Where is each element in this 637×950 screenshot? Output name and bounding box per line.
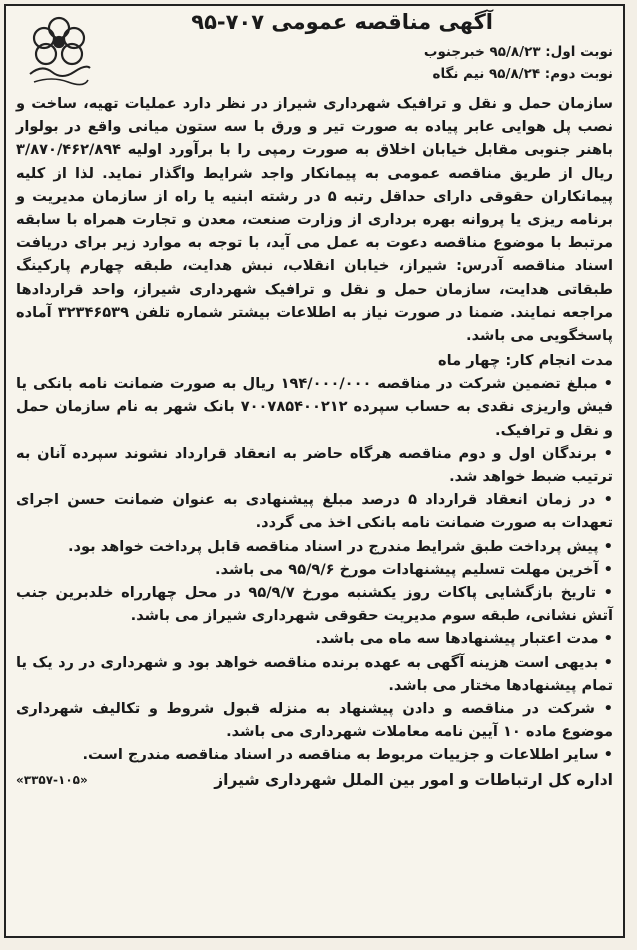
list-item: • برندگان اول و دوم مناقصه هرگاه حاضر به انعقاد قرارداد نشوند سپرده آنان به ترتیب ضبط خواهد شد. <box>16 442 613 488</box>
ad-title: آگهی مناقصه عمومی ۷۰۷-۹۵ <box>191 10 493 34</box>
publication-round-second: نوبت دوم: ۹۵/۸/۲۴ نیم نگاه <box>432 66 613 82</box>
list-item: • پیش پرداخت طبق شرایط مندرج در اسناد مناقصه قابل پرداخت خواهد بود. <box>16 535 613 558</box>
main-paragraph: سازمان حمل و نقل و ترافیک شهرداری شیراز در نظر دارد عملیات تهیه، ساخت و نصب پل هوایی عابر پیاده به صورت تیر و ورق با سه ستون میانی واقع در بولوار باهنر جنوبی مقابل خیابان اخلاق به صورت رمپی را با برآورد اولیه ۳/۸۷۰/۴۶۲/۸۹۴ ریال از طریق مناقصه عمومی به پیمانکار واجد شرایط واگذار نماید. لذا از کلیه پیمانکاران حقوقی دارای حداقل رتبه ۵ در رشته ابنیه یا راه از سازمان مدیریت و برنامه ریزی یا پروانه بهره برداری از وزارت صنعت، معدن و تجارت همراه با سابقه مرتبط با موضوع مناقصه دعوت به عمل می آید، با توجه به موارد زیر برای دریافت اسناد مناقصه آدرس: شیراز، خیابان انقلاب، نبش هدایت، طبقه چهارم پارکینگ طبقاتی هدایت، سازمان حمل و نقل و ترافیک شهرداری شیراز، واحد قراردادها مراجعه نمایند. ضمنا در صورت نیاز به اطلاعات بیشتر شماره تلفن ۳۲۳۴۶۵۳۹ آماده پاسخگویی می باشد. <box>16 95 613 345</box>
shiraz-municipality-logo-icon <box>22 12 96 90</box>
work-duration: مدت انجام کار: چهار ماه <box>438 352 613 370</box>
conditions-list <box>16 372 613 766</box>
list-item: • مبلغ تضمین شرکت در مناقصه ۱۹۴/۰۰۰/۰۰۰ ریال به صورت ضمانت نامه بانکی یا فیش واریزی نقدی به حساب سپرده ۷۰۰۷۸۵۴۰۰۲۱۲ بانک شهر به نام سازمان حمل و نقل و ترافیک. <box>16 372 613 442</box>
list-item: • سایر اطلاعات و جزییات مربوط به مناقصه در اسناد مناقصه مندرج است. <box>16 743 613 766</box>
list-item: • شرکت در مناقصه و دادن پیشنهاد به منزله قبول شروط و تکالیف شهرداری موضوع ماده ۱۰ آیین نامه معاملات شهرداری می باشد. <box>16 697 613 743</box>
list-item: • مدت اعتبار پیشنهادها سه ماه می باشد. <box>16 627 613 650</box>
list-item: • تاریخ بازگشایی پاکات روز یکشنبه مورخ ۹۵/۹/۷ در محل چهارراه خلدبرین جنب آتش نشانی، طبقه سوم مدیریت حقوقی شهرداری شیراز می باشد. <box>16 581 613 627</box>
list-item: • بدیهی است هزینه آگهی به عهده برنده مناقصه خواهد بود و شهرداری در رد یک یا تمام پیشنهادها مختار می باشد. <box>16 651 613 697</box>
tender-advertisement <box>4 4 625 938</box>
issuer-name: اداره کل ارتباطات و امور بین الملل شهرداری شیراز <box>214 770 613 789</box>
ad-footer <box>16 771 613 789</box>
ad-header <box>16 10 613 92</box>
list-item: • آخرین مهلت تسلیم پیشنهادات مورخ ۹۵/۹/۶ می باشد. <box>16 558 613 581</box>
publication-round-first: نوبت اول: ۹۵/۸/۲۳ خبرجنوب <box>423 44 613 60</box>
ad-code: «۳۳۵۷-۱۰۵» <box>16 772 88 787</box>
list-item: • در زمان انعقاد قرارداد ۵ درصد مبلغ پیشنهادی به عنوان ضمانت حسن اجرای تعهدات به صورت ضمانت نامه بانکی اخذ می گردد. <box>16 488 613 534</box>
